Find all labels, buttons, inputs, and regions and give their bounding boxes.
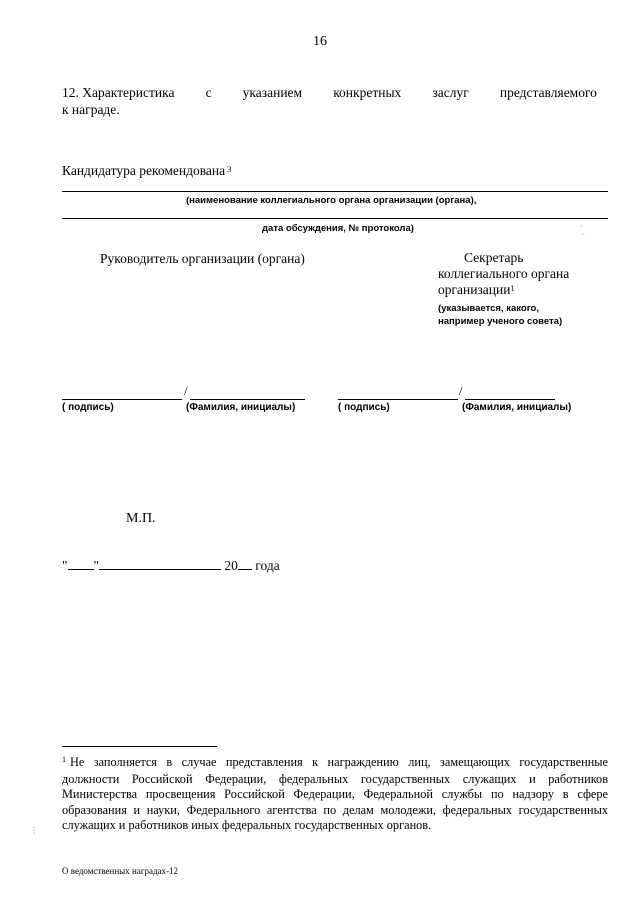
scan-mark-2: ¨ (582, 232, 585, 241)
section-12-line-2: к награде. (62, 102, 120, 117)
year-blank (238, 557, 252, 570)
head-name-line (190, 399, 305, 400)
footnote (62, 755, 608, 834)
date-line (62, 557, 280, 574)
section-12-characteristic (62, 84, 597, 118)
scan-dot-mark: · (580, 222, 583, 231)
section-word-5: заслуг (432, 85, 469, 100)
section-word-1: 12. Характеристика (62, 85, 175, 100)
date-quote-close: " (93, 558, 100, 573)
discussion-date-line (62, 218, 608, 219)
page-number: 16 (313, 34, 327, 49)
secretary-slash: / (459, 383, 463, 398)
secretary-org-text: организации (438, 282, 511, 297)
collegial-body-line (62, 191, 608, 192)
secretary-block (438, 250, 608, 328)
section-word-6: представляемого (499, 85, 597, 100)
secretary-signature-line (338, 399, 458, 400)
secretary-name-caption: (Фамилия, инициалы) (462, 402, 572, 413)
head-name-caption: (Фамилия, инициалы) (186, 402, 296, 413)
section-word-2: с (205, 85, 212, 100)
footnote-marker: 1 (62, 755, 66, 764)
secretary-note (438, 302, 608, 328)
footnote-ref-3: 3 (227, 164, 232, 174)
discussion-date-caption: дата обсуждения, № протокола) (262, 223, 414, 234)
footnote-separator (62, 746, 217, 747)
collegial-body-caption: (наименование коллегиального органа организации (органа), (186, 195, 477, 206)
head-of-organization-title: Руководитель организации (органа) (100, 251, 305, 266)
candidature-text: Кандидатура рекомендована (62, 163, 226, 178)
secretary-signature-caption: ( подпись) (338, 402, 390, 413)
head-signature-line (62, 399, 182, 400)
day-blank (68, 557, 94, 570)
secretary-name-line (465, 399, 555, 400)
candidature-label (62, 163, 231, 179)
secretary-title: Секретарь (464, 250, 524, 265)
section-word-3: указанием (242, 85, 303, 100)
footnote-ref-1: 1 (510, 284, 515, 293)
stamp-placeholder: М.П. (126, 511, 156, 526)
month-blank (99, 557, 221, 570)
year-suffix: года (255, 558, 280, 573)
footnote-text: Не заполняется в случае представления к награждению лиц, замещающих государственные должности Российской Федерации, федеральных государственных служащих и работников Министерства просвещения Российской Федерации, Федеральной службы по надзору в сфере образования и науки, Федерального агентства по делам молодежи, федеральных государственных служащих и работников иных федеральных государственных органов. (62, 755, 608, 833)
date-quote-open: " (62, 558, 68, 573)
year-prefix: 20 (224, 558, 238, 573)
secretary-body-line: коллегиального органа (438, 266, 570, 281)
section-word-4: конкретных (333, 85, 402, 100)
scan-margin-mark: ⋮ (30, 826, 38, 835)
head-signature-caption: ( подпись) (62, 402, 114, 413)
secretary-note-line-2: например ученого совета) (438, 316, 563, 327)
secretary-org-line (438, 282, 608, 300)
section-12-line-1 (62, 84, 597, 101)
footer-document-code: О ведомственных наградах-12 (62, 866, 179, 876)
head-slash: / (184, 383, 188, 398)
secretary-note-line-1: (указывается, какого, (438, 303, 539, 314)
